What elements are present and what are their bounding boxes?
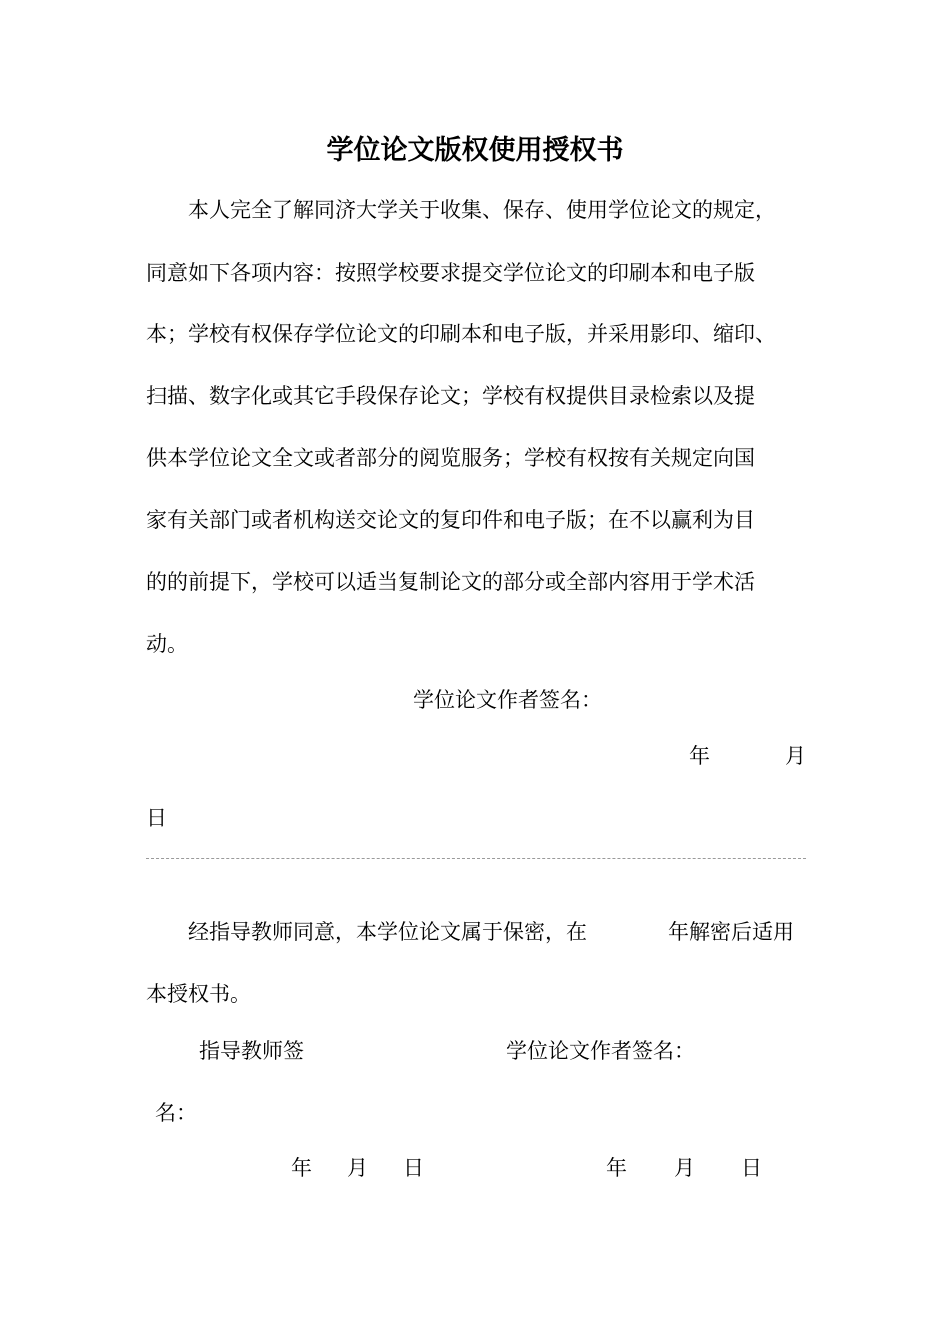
- advisor-signature-label: 指导教师签: [199, 1039, 304, 1063]
- author-date-day: 日: [146, 806, 167, 830]
- statement-line: 动。: [146, 632, 188, 656]
- statement-line: 本；学校有权保存学位论文的印刷本和电子版，并采用影印、缩印、: [146, 322, 776, 346]
- author-date-month-2: 月: [674, 1156, 695, 1180]
- document-title: 学位论文版权使用授权书: [326, 135, 624, 166]
- statement-line: 本人完全了解同济大学关于收集、保存、使用学位论文的规定，: [188, 198, 776, 222]
- author-signature-label: 学位论文作者签名：: [413, 688, 602, 712]
- confidential-line-2: 本授权书。: [146, 982, 251, 1006]
- author-date-month: 月: [785, 744, 806, 768]
- statement-line: 同意如下各项内容：按照学校要求提交学位论文的印刷本和电子版: [146, 261, 755, 285]
- statement-line: 家有关部门或者机构送交论文的复印件和电子版；在不以赢利为目: [146, 508, 755, 532]
- statement-line: 扫描、数字化或其它手段保存论文；学校有权提供目录检索以及提: [146, 384, 755, 408]
- author-date-day-2: 日: [741, 1156, 762, 1180]
- author-signature-label-2: 学位论文作者签名：: [506, 1039, 695, 1063]
- section-divider: [146, 858, 806, 859]
- advisor-date-day: 日: [403, 1156, 424, 1180]
- statement-line: 供本学位论文全文或者部分的阅览服务；学校有权按有关规定向国: [146, 446, 755, 470]
- author-date-year-2: 年: [606, 1156, 627, 1180]
- confidential-line-end: 年解密后适用: [668, 920, 794, 944]
- author-date-year: 年: [689, 744, 710, 768]
- statement-line: 的的前提下，学校可以适当复制论文的部分或全部内容用于学术活: [146, 570, 755, 594]
- confidential-line-start: 经指导教师同意，本学位论文属于保密，在: [188, 920, 587, 944]
- advisor-date-month: 月: [347, 1156, 368, 1180]
- advisor-date-year: 年: [291, 1156, 312, 1180]
- advisor-signature-label-cont: 名：: [155, 1101, 197, 1125]
